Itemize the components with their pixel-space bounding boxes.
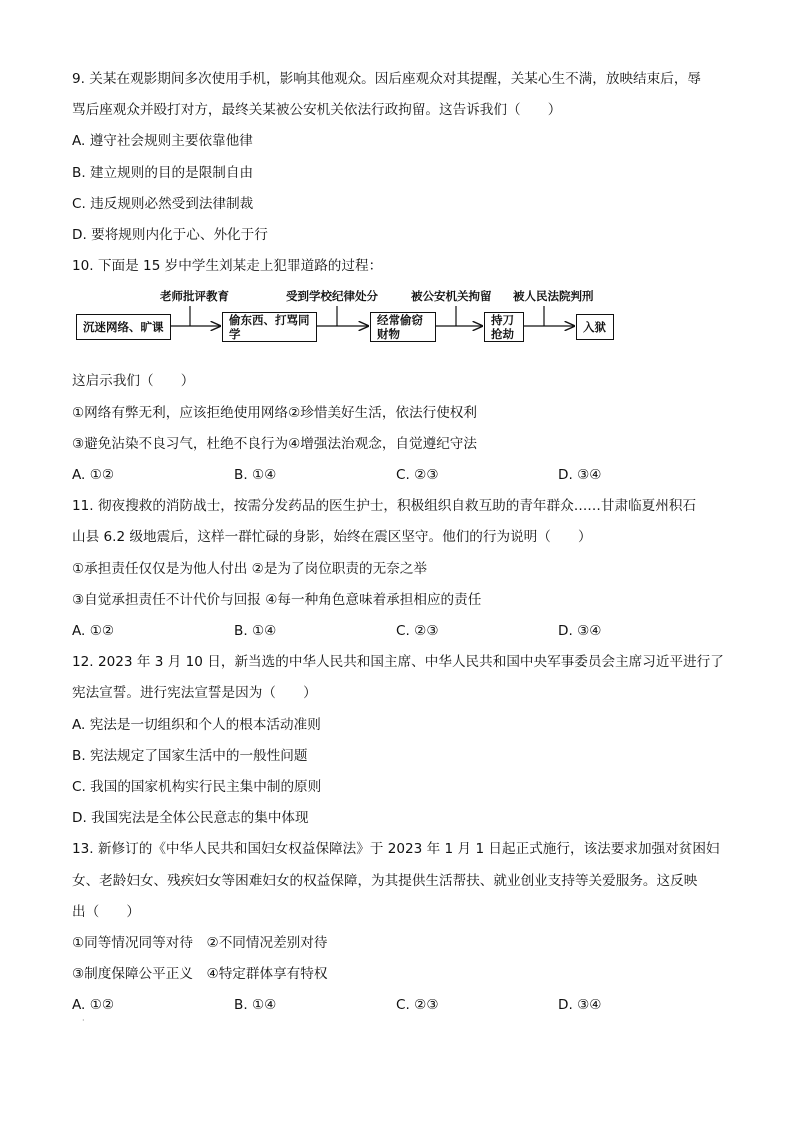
q12-option-b[interactable]: B. 宪法规定了国家生活中的一般性问题 xyxy=(72,747,308,764)
q11-choice-c[interactable]: C. ②③ xyxy=(396,623,439,640)
question-9 xyxy=(72,64,722,251)
q12-stem-line-2: 宪法宣誓。进行宪法宣誓是因为（ ） xyxy=(72,685,317,702)
q13-stem-line-3: 出（ ） xyxy=(72,903,140,920)
footer-mark: · xyxy=(82,1016,85,1025)
flow-caption-3: 被公安机关拘留 xyxy=(411,289,492,304)
q9-stem-line-1: 9. 关某在观影期间多次使用手机，影响其他观众。因后座观众对其提醒，关某心生不满，放映结束后，辱 xyxy=(72,71,702,87)
q10-choice-a[interactable]: A. ①② xyxy=(72,467,115,484)
q9-stem-line-2: 骂后座观众并殴打对方，最终关某被公安机关依法行政拘留。这告诉我们（ ） xyxy=(72,102,562,119)
q13-statements-line-1: ①同等情况同等对待 ②不同情况差别对待 xyxy=(72,935,328,952)
flow-box-2: 偷东西、打骂同学 xyxy=(222,312,317,342)
q11-choices xyxy=(72,616,722,647)
q9-option-c[interactable]: C. 违反规则必然受到法律制裁 xyxy=(72,195,254,212)
q13-choices xyxy=(72,990,722,1021)
q11-choice-b[interactable]: B. ①④ xyxy=(234,623,277,640)
q13-choice-b[interactable]: B. ①④ xyxy=(234,997,277,1014)
q9-option-d[interactable]: D. 要将规则内化于心、外化于行 xyxy=(72,227,268,244)
q12-option-d[interactable]: D. 我国宪法是全体公民意志的集中体现 xyxy=(72,810,309,827)
q11-stem-line-2: 山县 6.2 级地震后，这样一群忙碌的身影，始终在震区坚守。他们的行为说明（ ） xyxy=(72,529,592,546)
q12-option-c[interactable]: C. 我国的国家机构实行民主集中制的原则 xyxy=(72,779,322,796)
q12-option-a[interactable]: A. 宪法是一切组织和个人的根本活动准则 xyxy=(72,716,321,733)
q10-choice-b[interactable]: B. ①④ xyxy=(234,467,277,484)
q13-choice-a[interactable]: A. ①② xyxy=(72,997,115,1014)
q10-choice-d[interactable]: D. ③④ xyxy=(558,467,602,484)
q13-stem-line-2: 女、老龄妇女、残疾妇女等困难妇女的权益保障，为其提供生活帮扶、就业创业支持等关爱服务。这反映 xyxy=(72,872,698,889)
q13-choice-d[interactable]: D. ③④ xyxy=(558,997,602,1014)
q12-stem-line-1: 12. 2023 年 3 月 10 日，新当选的中华人民共和国主席、中华人民共和国中央军事委员会主席习近平进行了 xyxy=(72,654,724,671)
flow-box-1: 沉迷网络、旷课 xyxy=(76,314,171,340)
q10-prompt: 这启示我们（ ） xyxy=(72,373,195,390)
q10-choices xyxy=(72,460,722,491)
question-10 xyxy=(72,251,722,491)
question-content xyxy=(72,64,722,1022)
flow-caption-1: 老师批评教育 xyxy=(160,289,229,304)
flow-caption-4: 被人民法院判刑 xyxy=(513,289,594,304)
q11-statements-line-1: ①承担责任仅仅是为他人付出 ②是为了岗位职责的无奈之举 xyxy=(72,560,427,577)
q10-stem: 10. 下面是 15 岁中学生刘某走上犯罪道路的过程： xyxy=(72,258,383,275)
q11-choice-a[interactable]: A. ①② xyxy=(72,623,115,640)
question-12 xyxy=(72,647,722,834)
q9-option-a[interactable]: A. 遵守社会规则主要依靠他律 xyxy=(72,133,253,150)
q10-statements-line-2: ③避免沾染不良习气，杜绝不良行为④增强法治观念，自觉遵纪守法 xyxy=(72,435,477,452)
q11-stem-line-1: 11. 彻夜搜救的消防战士，按需分发药品的医生护士，积极组织自救互助的青年群众……甘肃临夏州积石 xyxy=(72,498,697,515)
question-13 xyxy=(72,834,722,1021)
question-11 xyxy=(72,491,722,647)
crime-path-flow-diagram xyxy=(72,282,722,366)
q10-statements-line-1: ①网络有弊无利，应该拒绝使用网络②珍惜美好生活，依法行使权利 xyxy=(72,404,477,421)
q13-stem-line-1: 13. 新修订的《中华人民共和国妇女权益保障法》于 2023 年 1 月 1 日起正式施行，该法要求加强对贫困妇 xyxy=(72,841,720,858)
flow-box-4: 持刀抢劫 xyxy=(484,312,524,342)
q13-choice-c[interactable]: C. ②③ xyxy=(396,997,439,1014)
q11-choice-d[interactable]: D. ③④ xyxy=(558,623,602,640)
flow-box-3: 经常偷窃财物 xyxy=(370,312,436,342)
flow-box-5: 入狱 xyxy=(576,314,614,340)
q9-option-b[interactable]: B. 建立规则的目的是限制自由 xyxy=(72,164,254,181)
q10-choice-c[interactable]: C. ②③ xyxy=(396,467,439,484)
flow-caption-2: 受到学校纪律处分 xyxy=(286,289,378,304)
q13-statements-line-2: ③制度保障公平正义 ④特定群体享有特权 xyxy=(72,966,328,983)
q11-statements-line-2: ③自觉承担责任不计代价与回报 ④每一种角色意味着承担相应的责任 xyxy=(72,591,482,608)
